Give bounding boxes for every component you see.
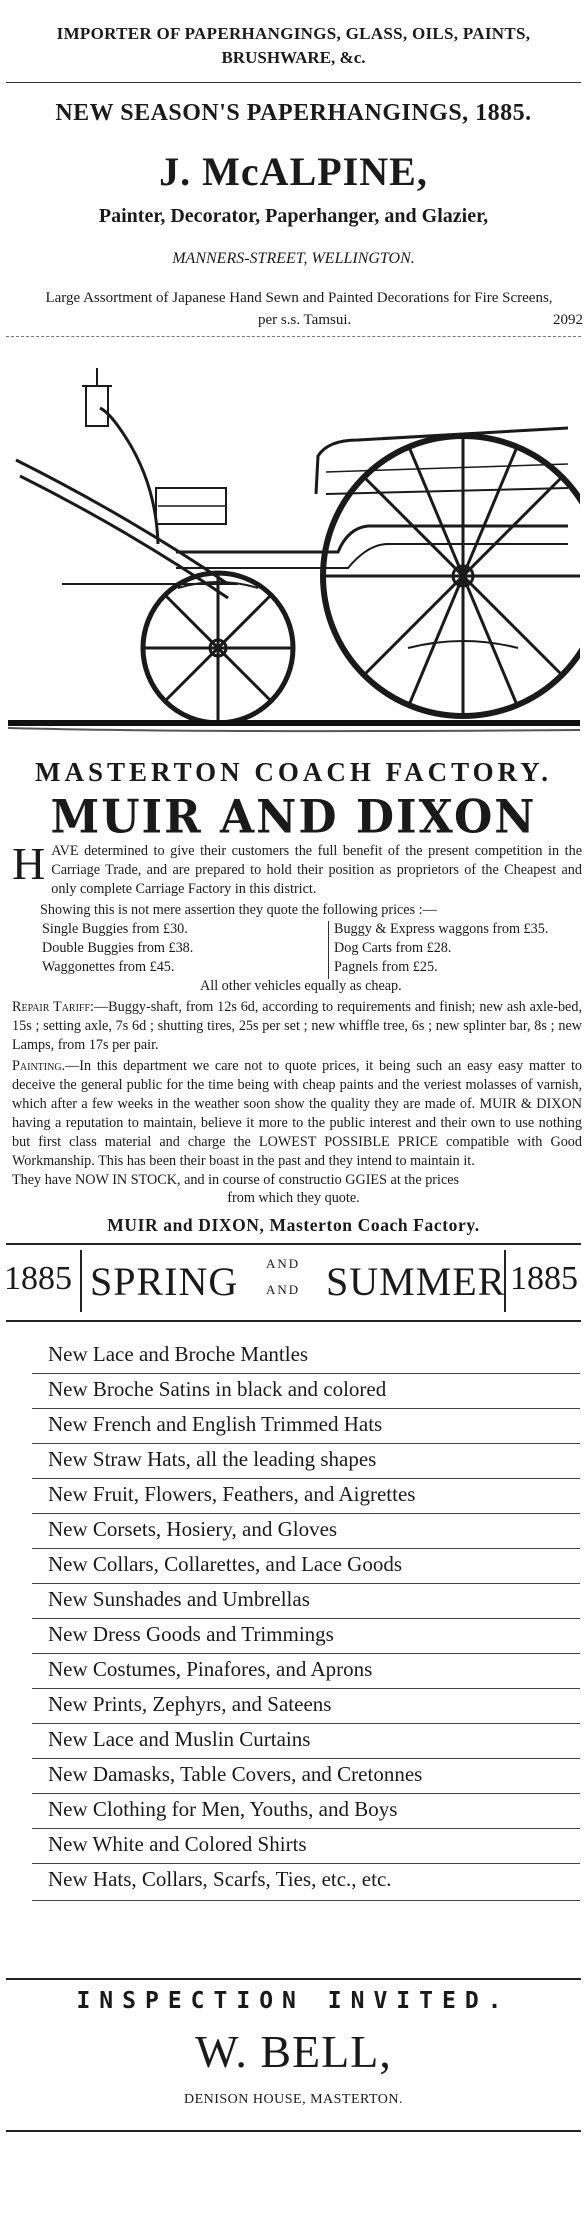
ad3-address: DENISON HOUSE, MASTERTON.: [183, 2092, 404, 2107]
ad3-bottom-rule: [6, 2130, 581, 2132]
ad3-banner-divider-right: [504, 1250, 506, 1312]
ad1-ship-name: per s.s. Tamsui.: [258, 312, 352, 328]
ad2-repair-tariff: [12, 998, 582, 1055]
ad1-address: MANNERS-STREET, WELLINGTON.: [172, 250, 415, 267]
ad2-showing-line: Showing this is not mere assertion they quote the following prices :—: [40, 902, 437, 918]
ad3-item-rule: [32, 1408, 580, 1409]
ad3-item-rule: [32, 1828, 580, 1829]
ad3-list-item: New Straw Hats, all the leading shapes: [48, 1447, 377, 1471]
ad2-stock-line: They have NOW IN STOCK, and in course of constructio GGIES at the prices: [12, 1172, 460, 1188]
ad2-price-divider: [328, 921, 329, 979]
ad3-item-rule: [32, 1900, 580, 1901]
ad2-intro-paragraph: [12, 838, 582, 899]
ad3-list-item: New Fruit, Flowers, Feathers, and Aigrettes: [48, 1482, 416, 1506]
ad3-list-item: New Prints, Zephyrs, and Sateens: [48, 1692, 332, 1716]
ad3-list-item: New Lace and Muslin Curtains: [48, 1727, 311, 1751]
ad3-item-rule: [32, 1863, 580, 1864]
buggy-carriage-illustration: [8, 348, 580, 753]
ad3-list-item: New Sunshades and Umbrellas: [48, 1587, 310, 1611]
ad3-item-rule: [32, 1653, 580, 1654]
ad2-repair-text: :—Buggy-shaft, from 12s 6d, according to requirements and finish; new ash axle-bed, 15s ; setting axle, 7s 6d ; shutting tires, 25s per set ; new whiffle tree, 6s ; new splinter bar, 8s ; new Lamps, from 17s per pair.: [12, 999, 582, 1053]
ad1-bottom-rule: [6, 336, 581, 337]
ad3-list-item: New French and English Trimmed Hats: [48, 1412, 383, 1436]
ad1-reference-number: 2092: [553, 312, 583, 328]
ad3-item-rule: [32, 1618, 580, 1619]
ad2-price-right-0: Buggy & Express waggons from £35.: [334, 921, 549, 937]
ad3-item-rule: [32, 1443, 580, 1444]
ad3-item-rule: [32, 1723, 580, 1724]
ad3-list-item: New Dress Goods and Trimmings: [48, 1622, 334, 1646]
ad3-item-rule: [32, 1688, 580, 1689]
ad2-painting-paragraph: [12, 1057, 582, 1171]
ad1-description-line1: Large Assortment of Japanese Hand Sewn and Painted Decorations for Fire Screens,: [45, 290, 553, 306]
ad2-repair-label: Repair Tariff: [12, 999, 91, 1015]
ad3-list-item: New Broche Satins in black and colored: [48, 1377, 387, 1401]
ad2-painting-label: Painting.: [12, 1058, 66, 1074]
ad1-importer-line: IMPORTER OF PAPERHANGINGS, GLASS, OILS, PAINTS,: [56, 24, 531, 43]
ad2-firm-name: MUIR AND DIXON: [50, 790, 537, 845]
ad3-item-rule: [32, 1583, 580, 1584]
ad3-item-rule: [32, 1548, 580, 1549]
ad3-summer: SUMMER: [326, 1259, 506, 1304]
ad2-price-right-2: Pagnels from £25.: [334, 959, 438, 975]
ad2-painting-text: —In this department we care not to quote prices, it being such an easy easy matter to deceive the general public for the time being with cheap paints and the veriest molasses of varnish, which after a few weeks in the weather soon show the quality they are made of. MUIR & DIXON having a reputation to maintain, believe it more to the public interest and their own to use nothing but first class material and charge the LOWEST POSSIBLE PRICE compatible with Good Workmanship. This has been their boast in the past and they intend to maintain it.: [12, 1058, 582, 1169]
ad1-business-name: J. McALPINE,: [159, 149, 428, 194]
ad1-trade-line: Painter, Decorator, Paperhanger, and Glazier,: [98, 205, 489, 227]
ad2-signature: MUIR and DIXON, Masterton Coach Factory.: [107, 1215, 480, 1235]
ad3-banner-rule: [6, 1320, 581, 1322]
ad3-item-rule: [32, 1373, 580, 1374]
ad1-rule: [6, 82, 581, 83]
ad1-brushware-line: BRUSHWARE, &c.: [221, 48, 366, 67]
ad2-bottom-rule: [6, 1243, 581, 1245]
ad3-list-item: New Hats, Collars, Scarfs, Ties, etc., etc.: [48, 1867, 392, 1891]
ad3-banner-divider-left: [80, 1250, 82, 1312]
ad3-item-rule: [32, 1793, 580, 1794]
ad2-intro-text: AVE determined to give their customers the full benefit of the present competition in the Carriage Trade, and are prepared to hold their position as proprietors of the Cheapest and only complete Carriage Factory in this district.: [51, 843, 582, 897]
ad3-and-lower: AND: [266, 1282, 301, 1297]
ad3-inspection-rule: [6, 1978, 581, 1980]
ad3-and-upper: AND: [266, 1256, 301, 1271]
ad3-list-item: New Damasks, Table Covers, and Cretonnes: [48, 1762, 423, 1786]
ad3-spring: SPRING: [90, 1259, 239, 1304]
ad3-inspection-invited: INSPECTION INVITED.: [76, 1988, 511, 2014]
ad2-stock-line2: from which they quote.: [227, 1190, 360, 1206]
ad3-season-banner: [4, 1250, 584, 1316]
ad3-list-item: New Collars, Collarettes, and Lace Goods: [48, 1552, 402, 1576]
ad2-all-other-line: All other vehicles equally as cheap.: [200, 978, 402, 994]
ad3-list-item: New Costumes, Pinafores, and Aprons: [48, 1657, 373, 1681]
ad3-item-rule: [32, 1478, 580, 1479]
ad2-title: MASTERTON COACH FACTORY.: [35, 757, 552, 787]
ad2-price-left-2: Waggonettes from £45.: [42, 959, 175, 975]
ad3-year-left: 1885: [4, 1260, 72, 1297]
ad2-price-right-1: Dog Carts from £28.: [334, 940, 452, 956]
ad3-list-item: New Clothing for Men, Youths, and Boys: [48, 1797, 398, 1821]
ad2-price-left-0: Single Buggies from £30.: [42, 921, 188, 937]
ad3-item-rule: [32, 1513, 580, 1514]
ad2-drop-capital: H: [12, 838, 46, 889]
ad3-item-rule: [32, 1758, 580, 1759]
ad2-price-left-1: Double Buggies from £38.: [42, 940, 194, 956]
ad3-list-item: New Corsets, Hosiery, and Gloves: [48, 1517, 338, 1541]
ad3-list-item: New Lace and Broche Mantles: [48, 1342, 309, 1366]
ad3-list-item: New White and Colored Shirts: [48, 1832, 307, 1856]
ad3-year-right: 1885: [510, 1260, 578, 1297]
ad3-business-name: W. BELL,: [195, 2026, 392, 2077]
ad1-headline: NEW SEASON'S PAPERHANGINGS, 1885.: [55, 100, 532, 126]
